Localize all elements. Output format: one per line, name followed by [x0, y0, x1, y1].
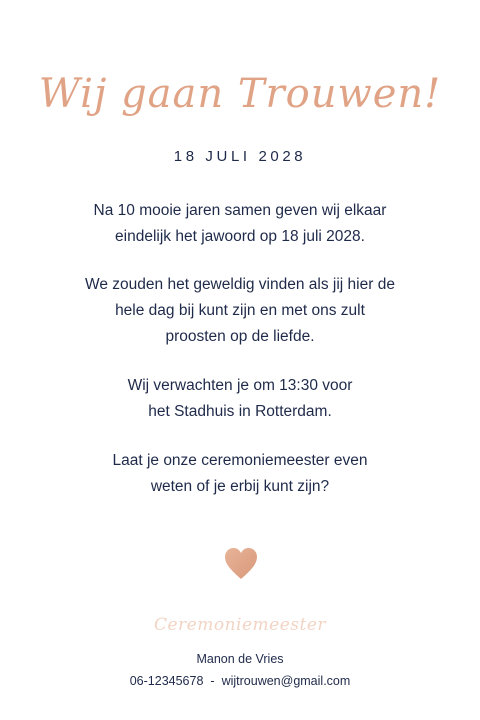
paragraph-location — [60, 373, 420, 425]
paragraph-line: Laat je onze ceremoniemeester even — [112, 452, 368, 469]
paragraph-line: het Stadhuis in Rotterdam. — [148, 403, 332, 420]
contact-email[interactable]: wijtrouwen@gmail.com — [221, 674, 351, 688]
paragraph-rsvp — [60, 448, 420, 500]
wedding-date: 18 JULI 2028 — [173, 148, 307, 165]
paragraph-line: Wij verwachten je om 13:30 voor — [127, 377, 353, 394]
heart-icon — [223, 546, 259, 582]
ceremony-master-label: Ceremoniemeester — [153, 615, 327, 635]
contact-separator: - — [210, 674, 215, 688]
paragraph-line: We zouden het geweldig vinden als jij hier de — [85, 276, 395, 293]
contact-name: Manon de Vries — [196, 652, 284, 666]
contact-details — [0, 674, 480, 688]
paragraph-line: weten of je erbij kunt zijn? — [150, 478, 330, 495]
paragraph-line: hele dag bij kunt zijn en met ons zult — [115, 302, 365, 319]
invitation-title: Wij gaan Trouwen! — [38, 71, 442, 117]
paragraph-line: Na 10 mooie jaren samen geven wij elkaar — [93, 202, 387, 219]
paragraph-line: proosten op de liefde. — [165, 328, 315, 345]
paragraph-announcement — [60, 198, 420, 250]
paragraph-line: eindelijk het jawoord op 18 juli 2028. — [115, 228, 365, 245]
contact-phone[interactable]: 06-12345678 — [129, 674, 204, 688]
paragraph-invitation — [60, 272, 420, 350]
